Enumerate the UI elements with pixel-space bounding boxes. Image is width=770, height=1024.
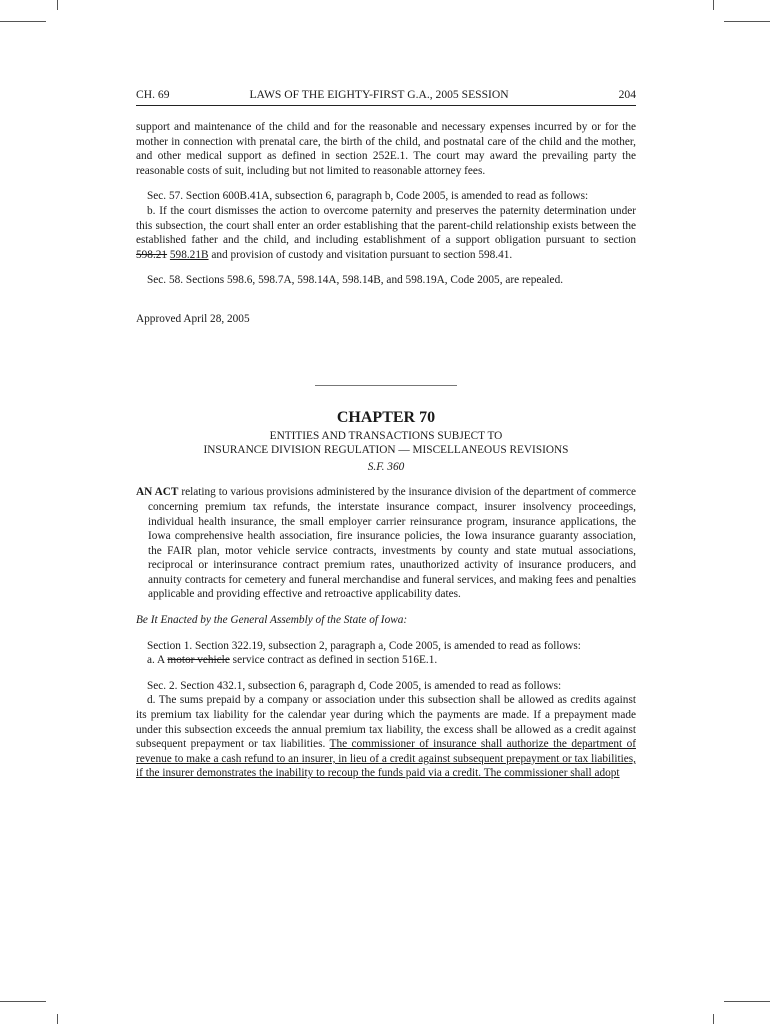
- sec57-body: [136, 204, 636, 262]
- struck-text: motor vehicle: [167, 654, 230, 667]
- crop-mark: [57, 0, 58, 10]
- document-page: [136, 88, 636, 781]
- inserted-text: The commissioner of insurance shall authorize the department of revenue to make a cash refund to an insurer, in lieu of a credit against subsequent prepayment or tax liabilities, if the insurer demonstrates the inability to recoup the funds paid via a credit. The commissioner shall adopt: [136, 738, 636, 780]
- act-text: relating to various provisions administered by the insurance division of the department of commerce concerning premium tax refunds, the interstate insurance compact, insurer insolvency proceedings, individual health insurance, the small employer carrier reinsurance program, insurance applications, the Iowa comprehensive health association, fire insurance policies, the Iowa insurance guaranty association, the FAIR plan, motor vehicle service contracts, investments by county and state mutual associations, reciprocal or interinsurance contract premium rates, unauthorized activity of insurance producers, and annuity contracts for cemetery and funeral merchandise and funeral services, and making fees and penalties applicable and providing effective and retroactive applicability dates.: [148, 486, 636, 601]
- chapter-subtitle-2: INSURANCE DIVISION REGULATION — MISCELLANEOUS REVISIONS: [203, 444, 569, 457]
- act-paragraph: [136, 485, 636, 602]
- chapter-ref: CH. 69: [136, 88, 170, 101]
- chapter-title: CHAPTER 70: [336, 408, 436, 426]
- inserted-text: 598.21B: [169, 248, 209, 261]
- enacting-clause: Be It Enacted by the General Assembly of the State of Iowa:: [136, 614, 408, 627]
- struck-text: 598.21: [136, 248, 168, 261]
- approved-date: Approved April 28, 2005: [136, 312, 250, 325]
- sec2-body: [136, 693, 636, 781]
- sec1-item: [136, 653, 636, 668]
- act-label: AN ACT: [136, 486, 179, 499]
- sec1-intro: Section 1. Section 322.19, subsection 2, paragraph a, Code 2005, is amended to read as follows:: [147, 639, 581, 652]
- sec1-item-start: a. A: [147, 654, 168, 667]
- crop-mark: [724, 21, 770, 22]
- crop-mark: [724, 1001, 770, 1002]
- crop-mark: [713, 0, 714, 10]
- continuation-paragraph: support and maintenance of the child and for the reasonable and necessary expenses incurred by or for the mother in connection with prenatal care, the birth of the child, and postnatal care of the child and the mother, and other medical support as defined in section 252E.1. The court may award the prevailing party the reasonable costs of suit, including but not limited to reasonable attorney fees.: [136, 121, 636, 177]
- crop-mark: [713, 1014, 714, 1024]
- header-title: LAWS OF THE EIGHTY-FIRST G.A., 2005 SESSION: [249, 88, 509, 101]
- sec2-intro: Sec. 2. Section 432.1, subsection 6, paragraph d, Code 2005, is amended to read as follows:: [147, 679, 562, 692]
- sec1-item-end: service contract as defined in section 516E.1.: [229, 654, 438, 667]
- crop-mark: [0, 1001, 46, 1002]
- chapter-subtitle-1: ENTITIES AND TRANSACTIONS SUBJECT TO: [269, 429, 503, 442]
- crop-mark: [57, 1014, 58, 1024]
- page-number: 204: [618, 88, 636, 101]
- sec57-text-end: and provision of custody and visitation pursuant to section 598.41.: [208, 248, 513, 261]
- sec2-text: d. The sums prepaid by a company or association under this subsection shall be allowed as credits against its premium tax liability for the calendar year during which the payments are made. If a prepayment made under this subsection exceeds the annual premium tax liability, the excess shall be allowed as a credit against subsequent prepayment or tax liabilities.: [136, 694, 636, 751]
- sec57-text-start: b. If the court dismisses the action to overcome paternity and preserves the paternity determination under this subsection, the court shall enter an order establishing that the parent-child relationship exists between the established father and the child, and including establishment of a support obligation pursuant to section: [136, 204, 636, 247]
- sec58: Sec. 58. Sections 598.6, 598.7A, 598.14A, 598.14B, and 598.19A, Code 2005, are repealed.: [147, 274, 564, 287]
- crop-mark: [0, 21, 46, 22]
- bill-number: S.F. 360: [367, 460, 405, 473]
- section-divider: [315, 385, 457, 386]
- running-header: [136, 88, 636, 106]
- sec57-intro: Sec. 57. Section 600B.41A, subsection 6, paragraph b, Code 2005, is amended to read as follows:: [147, 190, 589, 203]
